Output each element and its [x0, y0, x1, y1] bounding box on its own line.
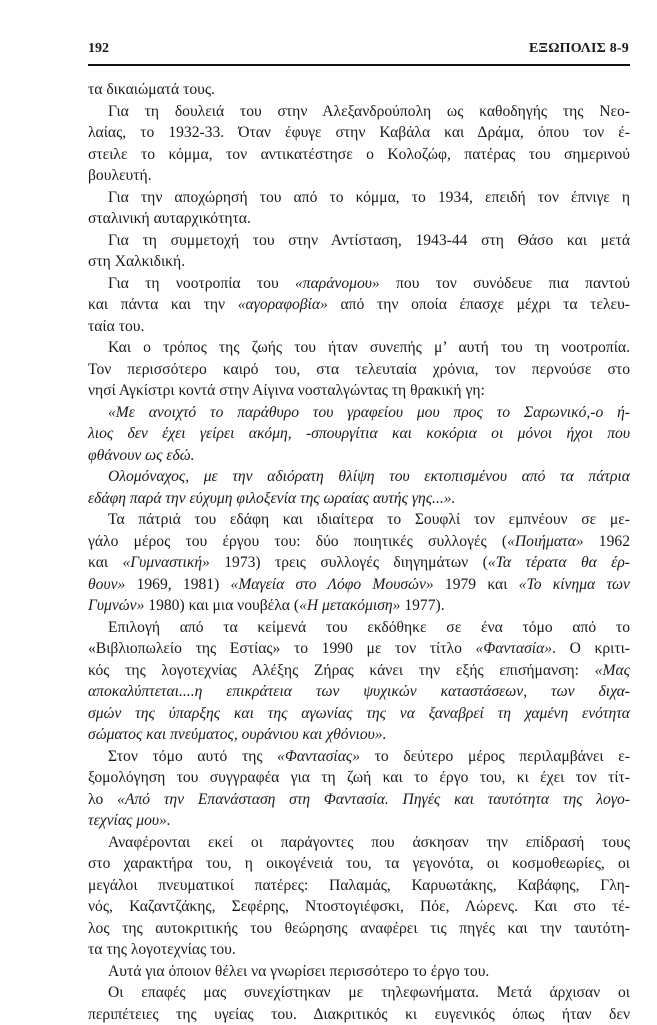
italic-segment: «Φαντασία» — [476, 640, 553, 657]
text-line — [88, 273, 630, 295]
italic-segment: «Η μετακόμιση» — [299, 597, 400, 614]
text-line: νησί Αγκίστρι κοντά στην Αίγινα νοσταλγώντας τη θρακική γη: — [88, 380, 630, 402]
text-segment: Για τη νοοτροπία του — [108, 275, 295, 292]
italic-segment: Γυμνών» — [88, 597, 144, 614]
text-line: τα δικαιώματά τους. — [88, 79, 630, 101]
italic-segment: «Γυμναστική» — [122, 554, 209, 571]
text-segment: Στον τόμο αυτό της — [108, 748, 277, 765]
text-segment: . Ο κριτι- — [552, 640, 630, 657]
italic-segment: «Τα τέρατα θα έρ- — [488, 554, 630, 571]
text-segment: 1973) τρεις συλλογές διηγημάτων ( — [210, 554, 488, 571]
text-segment: 1977). — [400, 597, 444, 614]
text-segment: και — [88, 554, 122, 571]
text-line: στο χαρακτήρα του, η οικογένειά του, τα γεγονότα, οι κοσμοθεωρίες, οι — [88, 853, 630, 875]
text-line: βουλευτή. — [88, 165, 630, 187]
text-line: Αυτά για όποιον θέλει να γνωρίσει περισσότερο το έργο του. — [88, 961, 630, 983]
text-line: σώματος και πνεύματος, ουράνιου και χθόνιου». — [88, 724, 630, 746]
italic-segment: «Φαντασίας» — [277, 748, 360, 765]
text-segment: που τον συνόδευε πια παντού — [380, 275, 630, 292]
text-line: μεγάλοι πνευματικοί πατέρες: Παλαμάς, Καρυωτάκης, Καβάφης, Γλη- — [88, 875, 630, 897]
italic-segment: «παράνομου» — [295, 275, 380, 292]
journal-title: ΕΞΩΠΟΛΙΣ 8-9 — [529, 38, 629, 60]
text-line: Αναφέρονται εκεί οι παράγοντες που άσκησαν την επίδρασή τους — [88, 832, 630, 854]
text-line: σταλινική αυταρχικότητα. — [88, 208, 630, 230]
text-segment: το δεύτερο μέρος περιλαμβάνει ε- — [360, 748, 630, 765]
text-line: Για τη δουλειά του στην Αλεξανδρούπολη ως καθοδηγής της Νεο- — [88, 101, 630, 123]
italic-segment: «Ποιήματα» — [507, 533, 584, 550]
text-line: εδάφη παρά την εύχυμη φιλοξενία της ωραίας αυτής γης...». — [88, 488, 630, 510]
text-segment: 1980) και μια νουβέλα ( — [144, 597, 299, 614]
text-line — [88, 638, 630, 660]
text-line — [88, 531, 630, 553]
text-segment: κός της λογοτεχνίας Αλέξης Ζήρας κάνει την εξής επισήμανση: — [88, 662, 595, 679]
text-line — [88, 552, 630, 574]
text-line: Τον περισσότερο καιρό του, στα τελευταία χρόνια, τον περνούσε στο — [88, 359, 630, 381]
page-number: 192 — [88, 38, 109, 60]
italic-segment: «αγοραφοβία» — [238, 296, 328, 313]
text-line: σμών της ύπαρξης και της αγωνίας της να ξαναβρεί τη χαμένη ενότητα — [88, 703, 630, 725]
text-line: τα της λογοτεχνίας του. — [88, 939, 630, 961]
text-segment: από την οποία έπασχε μέχρι τα τελευ- — [328, 296, 630, 313]
text-line — [88, 595, 630, 617]
text-segment: 1962 — [584, 533, 630, 550]
body-text — [88, 79, 630, 1025]
text-line: Για την αποχώρησή του από το κόμμα, το 1934, επειδή τον έπνιγε η — [88, 187, 630, 209]
text-line: Και ο τρόπος της ζωής του ήταν συνεπής μ’ αυτή του τη νοοτροπία. — [88, 337, 630, 359]
italic-segment: «Από την Επανάσταση στη Φαντασία. Πηγές και ταυτότητα της λογο- — [117, 791, 630, 808]
text-line: στειλε το κόμμα, τον αντικατέστησε ο Κολοζώφ, πατέρας του σημερινού — [88, 144, 630, 166]
text-line: λαίας, το 1932-33. Όταν έφυγε στην Καβάλα και Δράμα, όπου τον έ- — [88, 122, 630, 144]
text-line: Για τη συμμετοχή του στην Αντίσταση, 1943-44 στη Θάσο και μετά — [88, 230, 630, 252]
italic-segment: θουν» — [88, 576, 125, 593]
text-line: αποκαλύπτεται....η επικράτεια των ψυχικών καταστάσεων, των διχα- — [88, 681, 630, 703]
text-segment: και πάντα και την — [88, 296, 238, 313]
text-line — [88, 789, 630, 811]
text-line: νός, Καζαντζάκης, Σεφέρης, Ντοστογιέφσκι, Πόε, Λώρενς. Και στο τέ- — [88, 896, 630, 918]
text-segment: «Βιβλιοπωλείο της Εστίας» το 1990 με τον τίτλο — [88, 640, 476, 657]
text-line: ταία του. — [88, 316, 630, 338]
text-line: λος της αυτοκριτικής του θεώρησης αναφέρει τις πηγές και την ταυτότη- — [88, 918, 630, 940]
text-segment: 1979 και — [434, 576, 519, 593]
text-line — [88, 746, 630, 768]
text-line: λιος δεν έχει γείρει ακόμη, -σπουργίτια και κοκόρια οι μόνοι ήχοι που — [88, 423, 630, 445]
text-line: Τα πάτριά του εδάφη και ιδιαίτερα το Σουφλί τον εμπνέουν σε με- — [88, 509, 630, 531]
text-line — [88, 574, 630, 596]
text-line: τεχνίας μου». — [88, 810, 630, 832]
text-line: Ολομόναχος, με την αδιόρατη θλίψη του εκτοπισμένου από τα πάτρια — [88, 466, 630, 488]
text-line: περιπέτειες της υγείας του. Διακριτικός κι ευγενικός όπως ήταν δεν — [88, 1004, 630, 1025]
text-line — [88, 294, 630, 316]
running-head — [88, 38, 629, 60]
italic-segment: «Το κίνημα των — [519, 576, 630, 593]
text-line — [88, 660, 630, 682]
italic-segment: «Μας — [595, 662, 630, 679]
text-line: στη Χαλκιδική. — [88, 251, 630, 273]
text-line: Επιλογή από τα κείμενά του εκδόθηκε σε ένα τόμο από το — [88, 617, 630, 639]
text-segment: γάλο μέρος του έργου του: δύο ποιητικές συλλογές ( — [88, 533, 507, 550]
italic-segment: «Μαγεία στο Λόφο Μουσών» — [231, 576, 434, 593]
text-line: «Με ανοιχτό το παράθυρο του γραφείου μου προς το Σαρωνικό,-ο ή- — [88, 402, 630, 424]
header-rule — [88, 64, 630, 66]
text-segment: 1969, 1981) — [125, 576, 230, 593]
text-line: ξομολόγηση του συγγραφέα για τη ζωή και το έργο του, κι έχει τον τίτ- — [88, 767, 630, 789]
text-line: φθάνουν ως εδώ. — [88, 445, 630, 467]
text-line: Οι επαφές μας συνεχίστηκαν με τηλεφωνήματα. Μετά άρχισαν οι — [88, 982, 630, 1004]
text-segment: λο — [88, 791, 117, 808]
